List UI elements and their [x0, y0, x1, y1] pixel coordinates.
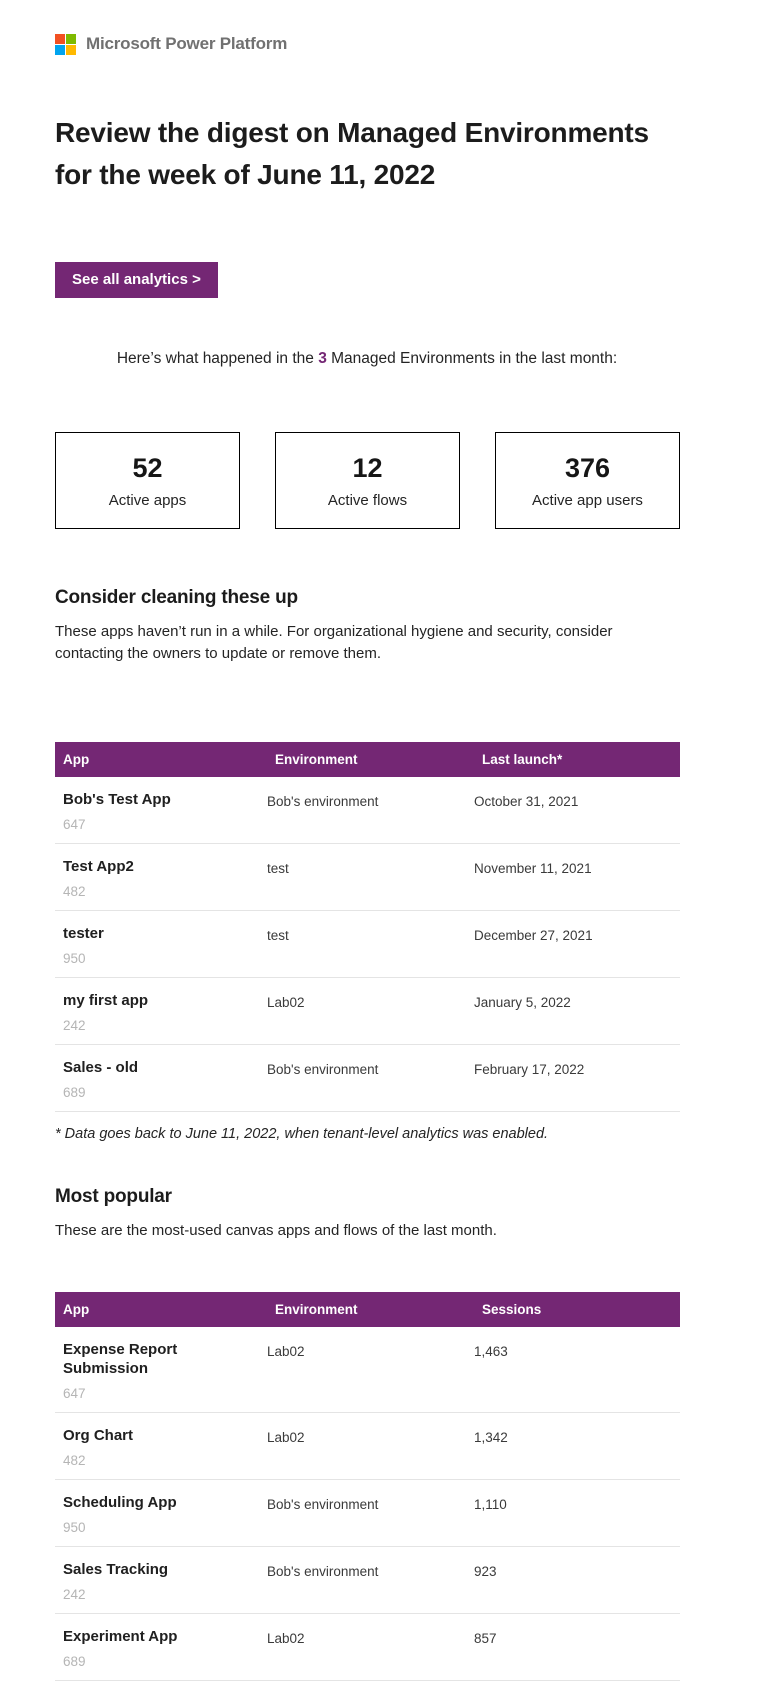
- popular-section-description: These are the most-used canvas apps and flows of the last month.: [55, 1222, 497, 1239]
- environment-cell: Bob's environment: [267, 1547, 474, 1614]
- app-name: Test App2: [63, 858, 134, 875]
- cleanup-table: [55, 742, 680, 1112]
- column-header-environment: Environment: [267, 1292, 474, 1327]
- stat-label: Active app users: [532, 491, 643, 509]
- logo-square-yellow: [66, 45, 76, 55]
- app-id: 647: [63, 817, 86, 832]
- table-row: [55, 911, 680, 978]
- app-id: 689: [63, 1654, 86, 1669]
- data-footnote: * Data goes back to June 11, 2022, when tenant-level analytics was enabled.: [55, 1126, 549, 1142]
- app-id: 689: [63, 1085, 86, 1100]
- table-row: [55, 1413, 680, 1480]
- last-launch-cell: February 17, 2022: [474, 1045, 680, 1112]
- popular-table: [55, 1292, 680, 1681]
- app-name: Experiment App: [63, 1628, 178, 1645]
- environment-cell: test: [267, 844, 474, 911]
- app-name: Expense Report Submission: [63, 1341, 178, 1377]
- last-launch-cell: December 27, 2021: [474, 911, 680, 978]
- table-row: [55, 978, 680, 1045]
- app-name: Bob's Test App: [63, 791, 171, 808]
- stat-active-flows: [275, 432, 460, 529]
- app-id: 482: [63, 1453, 86, 1468]
- table-row: [55, 1614, 680, 1681]
- app-name: tester: [63, 925, 104, 942]
- stat-value: 376: [564, 452, 611, 483]
- table-row: [55, 844, 680, 911]
- column-header-environment: Environment: [267, 742, 474, 777]
- stat-active-apps: [55, 432, 240, 529]
- column-header-last-launch: Last launch*: [474, 742, 680, 777]
- cleanup-section-description: These apps haven’t run in a while. For organizational hygiene and security, consider contacting the owners to update or remove them.: [55, 623, 613, 662]
- intro-prefix: Here’s what happened in the: [116, 350, 319, 367]
- environment-cell: Lab02: [267, 1327, 474, 1413]
- last-launch-cell: January 5, 2022: [474, 978, 680, 1045]
- app-name: Org Chart: [63, 1427, 134, 1444]
- sessions-cell: 1,110: [474, 1480, 680, 1547]
- environment-cell: Lab02: [267, 1413, 474, 1480]
- brand-header: [55, 33, 680, 55]
- app-id: 950: [63, 951, 86, 966]
- app-name: Scheduling App: [63, 1494, 177, 1511]
- popular-section-title: Most popular: [55, 1186, 172, 1207]
- column-header-app: App: [55, 1292, 267, 1327]
- table-row: [55, 777, 680, 844]
- environment-cell: Bob's environment: [267, 1045, 474, 1112]
- table-row: [55, 1480, 680, 1547]
- last-launch-cell: October 31, 2021: [474, 777, 680, 844]
- stat-value: 12: [352, 452, 383, 483]
- app-name: Sales Tracking: [63, 1561, 169, 1578]
- column-header-app: App: [55, 742, 267, 777]
- app-id: 647: [63, 1386, 86, 1401]
- table-row: [55, 1547, 680, 1614]
- environment-cell: Lab02: [267, 978, 474, 1045]
- stat-label: Active flows: [327, 491, 408, 509]
- sessions-cell: 1,463: [474, 1327, 680, 1413]
- stat-active-app-users: [495, 432, 680, 529]
- logo-square-red: [55, 34, 65, 44]
- table-row: [55, 1045, 680, 1112]
- stat-label: Active apps: [108, 491, 187, 509]
- page-title: Review the digest on Managed Environments for the week of June 11, 2022: [55, 117, 649, 190]
- app-name: Sales - old: [63, 1059, 139, 1076]
- environment-count: 3: [318, 350, 327, 367]
- logo-square-green: [66, 34, 76, 44]
- environment-cell: Bob's environment: [267, 1480, 474, 1547]
- app-id: 482: [63, 884, 86, 899]
- app-id: 242: [63, 1587, 86, 1602]
- table-row: [55, 1327, 680, 1413]
- sessions-cell: 1,342: [474, 1413, 680, 1480]
- sessions-cell: 857: [474, 1614, 680, 1681]
- popular-section: [55, 1186, 680, 1681]
- summary-intro: [37, 350, 697, 368]
- microsoft-logo-icon: [55, 34, 76, 55]
- sessions-cell: 923: [474, 1547, 680, 1614]
- brand-wordmark: Microsoft Power Platform: [86, 34, 288, 53]
- app-id: 242: [63, 1018, 86, 1033]
- cleanup-section-title: Consider cleaning these up: [55, 587, 298, 608]
- see-all-analytics-button[interactable]: See all analytics >: [55, 262, 218, 298]
- intro-suffix: Managed Environments in the last month:: [326, 350, 618, 367]
- environment-cell: Bob's environment: [267, 777, 474, 844]
- last-launch-cell: November 11, 2021: [474, 844, 680, 911]
- app-name: my first app: [63, 992, 149, 1009]
- environment-cell: test: [267, 911, 474, 978]
- logo-square-blue: [55, 45, 65, 55]
- cleanup-table-header: [55, 742, 680, 777]
- popular-table-header: [55, 1292, 680, 1327]
- stats-row: [55, 432, 680, 529]
- stat-value: 52: [132, 452, 163, 483]
- cleanup-section: [55, 587, 680, 1142]
- column-header-sessions: Sessions: [474, 1292, 680, 1327]
- app-id: 950: [63, 1520, 86, 1535]
- environment-cell: Lab02: [267, 1614, 474, 1681]
